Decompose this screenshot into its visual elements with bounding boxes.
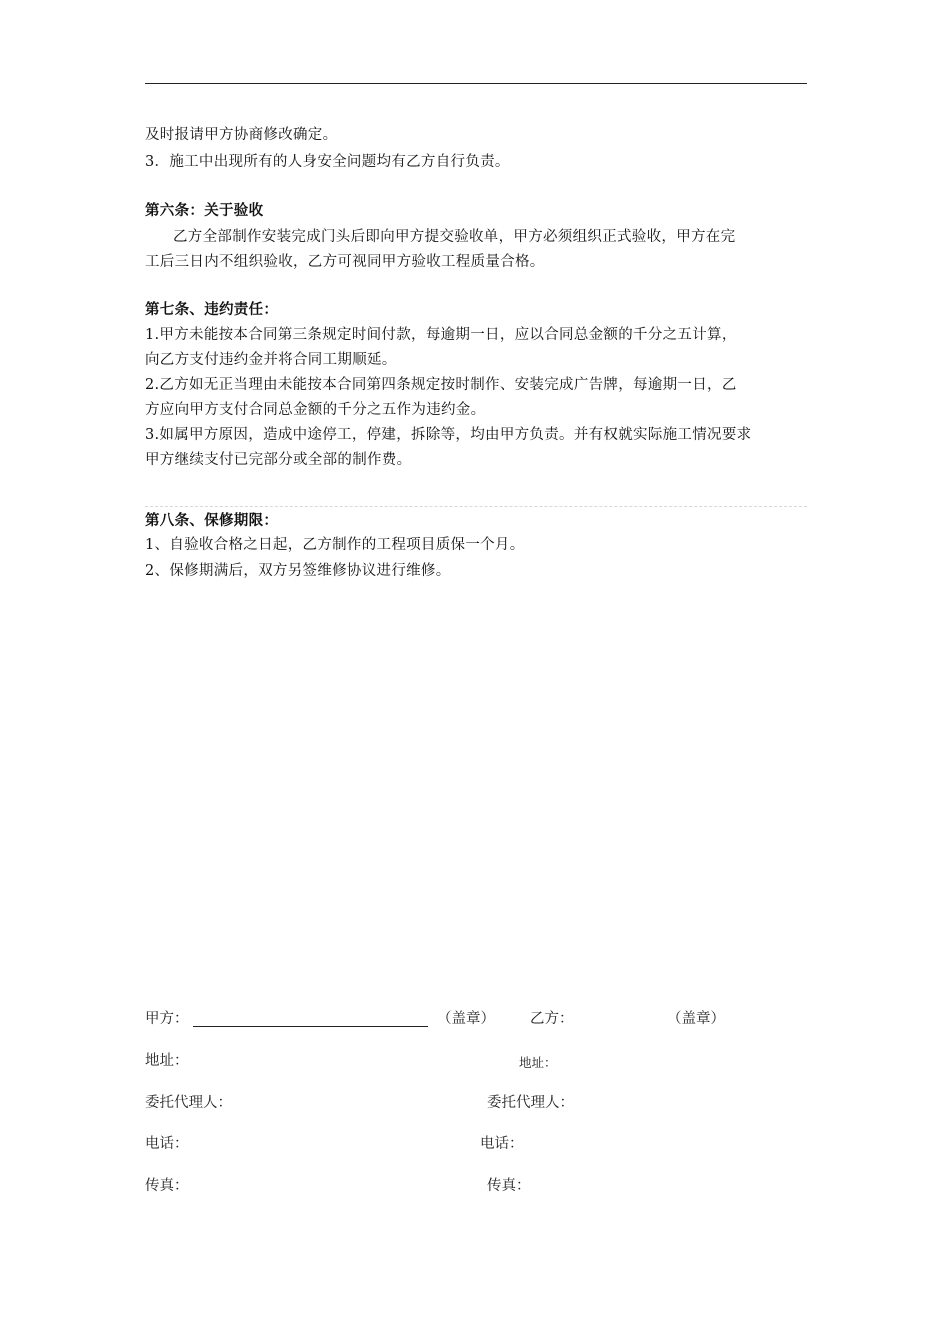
article7-line: 2.乙方如无正当理由未能按本合同第四条规定按时制作、安装完成广告牌，每逾期一日，乙 (145, 377, 737, 393)
article6-line: 乙方全部制作安装完成门头后即向甲方提交验收单，甲方必须组织正式验收，甲方在完 (173, 229, 736, 245)
article6-line: 工后三日内不组织验收，乙方可视同甲方验收工程质量合格。 (145, 254, 545, 270)
header-rule (145, 83, 807, 84)
body-line: 3．施工中出现所有的人身安全问题均有乙方自行负责。 (145, 154, 510, 170)
article7-heading: 第七条、违约责任： (145, 302, 279, 318)
party-a-phone: 电话： (145, 1136, 189, 1152)
section-divider (145, 506, 807, 507)
party-b-seal: （盖章） (667, 1011, 725, 1027)
party-a-seal: （盖章） (437, 1011, 495, 1027)
body-line: 及时报请甲方协商修改确定。 (145, 127, 338, 143)
party-b-agent: 委托代理人： (487, 1095, 574, 1111)
party-b-phone: 电话： (480, 1136, 524, 1152)
party-b-address: 地址： (519, 1055, 557, 1070)
party-a-agent: 委托代理人： (145, 1095, 232, 1111)
article8-line: 2、保修期满后，双方另签维修协议进行维修。 (145, 563, 451, 579)
article7-line: 方应向甲方支付合同总金额的千分之五作为违约金。 (145, 402, 486, 418)
article8-heading: 第八条、保修期限： (145, 513, 279, 529)
article7-line: 3.如属甲方原因，造成中途停工，停建，拆除等，均由甲方负责。并有权就实际施工情况要求 (145, 427, 752, 443)
party-b-label: 乙方： (530, 1011, 574, 1027)
party-b-fax: 传真： (487, 1178, 531, 1194)
article6-heading: 第六条：关于验收 (145, 203, 264, 219)
article7-line: 向乙方支付违约金并将合同工期顺延。 (145, 352, 397, 368)
article7-line: 1.甲方未能按本合同第三条规定时间付款，每逾期一日，应以合同总金额的千分之五计算， (145, 327, 737, 343)
party-a-label: 甲方： (145, 1011, 189, 1027)
party-a-address: 地址： (145, 1053, 189, 1069)
party-a-signature-line (193, 1026, 428, 1027)
article8-line: 1、自验收合格之日起，乙方制作的工程项目质保一个月。 (145, 537, 525, 553)
party-a-fax: 传真： (145, 1178, 189, 1194)
article7-line: 甲方继续支付已完部分或全部的制作费。 (145, 452, 412, 468)
